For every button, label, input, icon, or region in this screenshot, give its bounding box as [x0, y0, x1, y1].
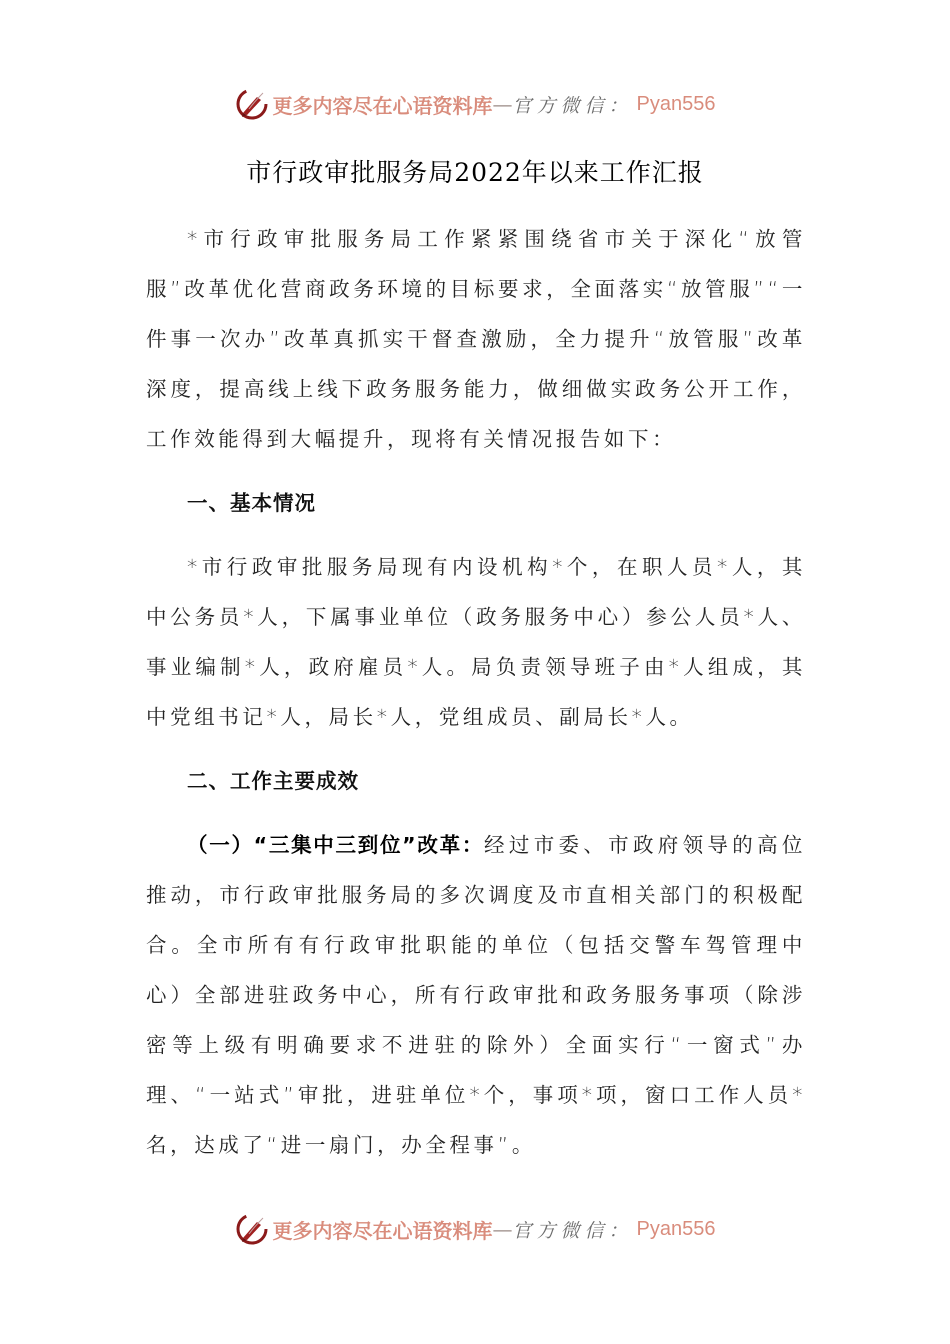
- spacer: [146, 806, 806, 820]
- document-body: [146, 214, 806, 1170]
- section-heading-basic-situation: 一、基本情况: [187, 491, 316, 515]
- watermark-wechat-id: Pyan556: [636, 1217, 716, 1240]
- spacer: [146, 528, 806, 542]
- subsection-paragraph: [146, 820, 806, 1170]
- watermark-dash: —: [492, 1217, 513, 1241]
- spacer: [146, 742, 806, 756]
- document-title: 市行政审批服务局2022年以来工作汇报: [246, 158, 704, 187]
- intro-paragraph: *市行政审批服务局工作紧紧围绕省市关于深化“放管服”改革优化营商政务环境的目标要求，全面落实“放管服”“一件事一次办”改革真抓实干督查激励，全力提升“放管服”改革深度，提高线上线下政务服务能力，做细做实政务公开工作，工作效能得到大幅提升，现将有关情况报告如下：: [146, 227, 806, 451]
- subsection-lead: （一）“三集中三到位”改革：: [187, 833, 485, 857]
- watermark-main-text: 更多内容尽在心语资料库: [272, 1218, 493, 1243]
- watermark-dash: —: [492, 92, 513, 116]
- watermark-main-text: 更多内容尽在心语资料库: [272, 93, 493, 118]
- subsection-text: 经过市委、市政府领导的高位推动，市行政审批服务局的多次调度及市直相关部门的积极配合。全市所有有行政审批职能的单位（包括交警车驾管理中心）全部进驻政务中心，所有行政审批和政务服务事项（除涉密等上级有明确要求不进驻的除外）全面实行“一窗式”办理、“一站式”审批，进驻单位*个，事项*项，窗口工作人员*名，达成了“进一扇门，办全程事”。: [146, 833, 806, 1157]
- watermark-wechat-id: Pyan556: [636, 92, 716, 115]
- quill-pen-logo-icon: [235, 87, 269, 121]
- section-heading-main-results: 二、工作主要成效: [187, 769, 359, 793]
- watermark-header: [0, 84, 950, 124]
- watermark-footer: [0, 1209, 950, 1249]
- quill-pen-logo-icon: [235, 1212, 269, 1246]
- watermark-wechat-label: 官方微信：: [512, 94, 633, 117]
- spacer: [146, 464, 806, 478]
- watermark-wechat-label: 官方微信：: [512, 1219, 633, 1242]
- basic-situation-paragraph: *市行政审批服务局现有内设机构*个，在职人员*人，其中公务员*人，下属事业单位（政务服务中心）参公人员*人、事业编制*人，政府雇员*人。局负责领导班子由*人组成，其中党组书记*人，局长*人，党组成员、副局长*人。: [146, 555, 806, 729]
